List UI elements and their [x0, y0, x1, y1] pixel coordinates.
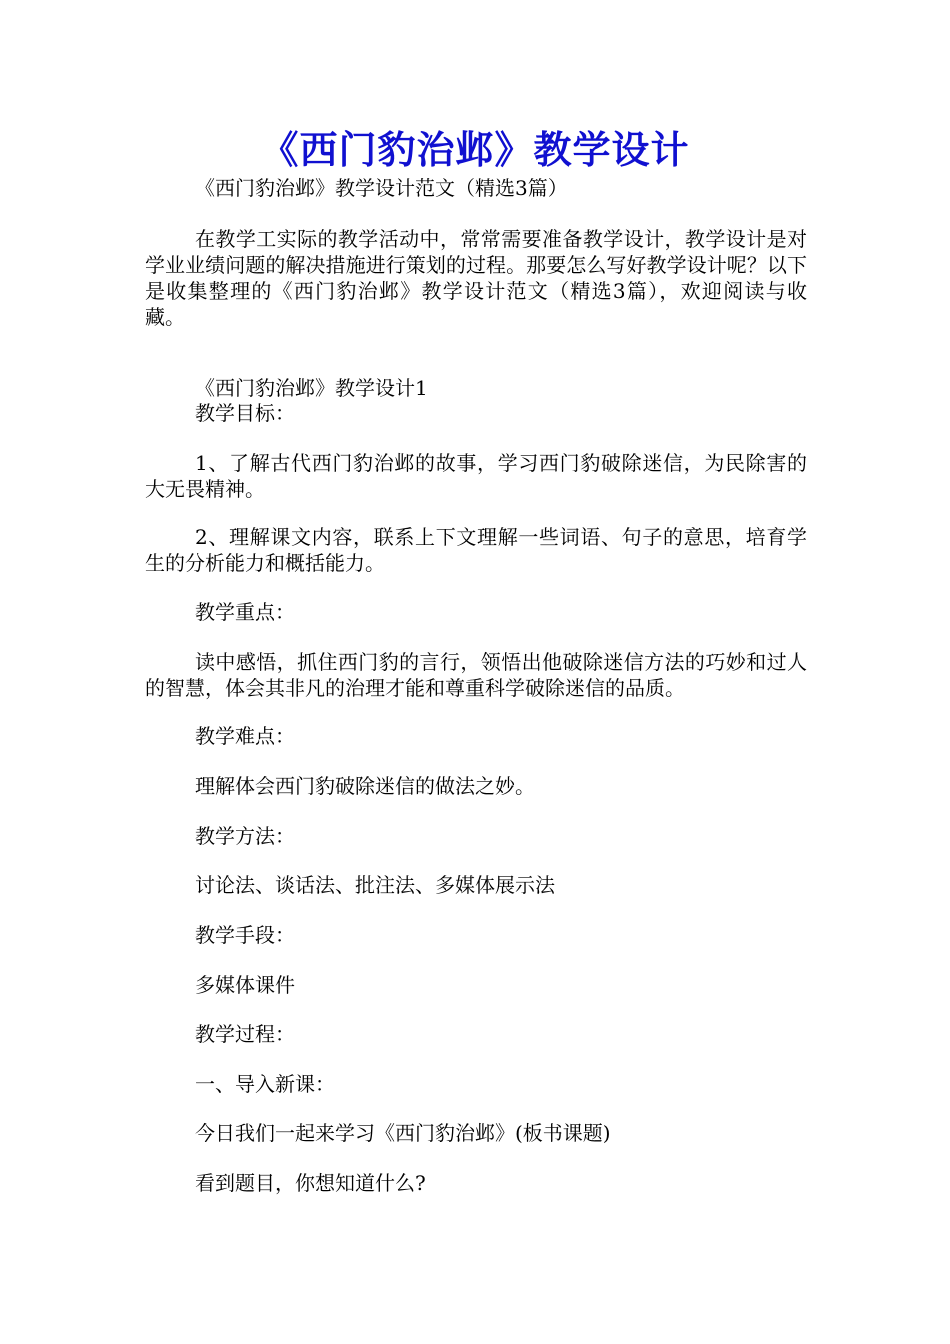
- document-title: 《西门豹治邺》教学设计: [260, 127, 690, 172]
- means-text: 多媒体课件: [195, 973, 295, 997]
- difficulty-label: 教学难点：: [195, 724, 295, 748]
- means-label: 教学手段：: [195, 923, 295, 947]
- document-subtitle: 《西门豹治邺》教学设计范文（精选3篇）: [195, 176, 568, 200]
- key-points-label: 教学重点：: [195, 600, 295, 624]
- key-points-text: 读中感悟，抓住西门豹的言行，领悟出他破除迷信方法的巧妙和过人的智慧，体会其非凡的治理才能和尊重科学破除迷信的品质。: [145, 650, 807, 700]
- step-1-label: 一、导入新课：: [195, 1072, 335, 1096]
- methods-text: 讨论法、谈话法、批注法、多媒体展示法: [195, 873, 555, 897]
- goal-item-1: 1、了解古代西门豹治邺的故事，学习西门豹破除迷信，为民除害的大无畏精神。: [145, 451, 807, 501]
- methods-label: 教学方法：: [195, 824, 295, 848]
- goal-item-2: 2、理解课文内容，联系上下文理解一些词语、句子的意思，培育学生的分析能力和概括能力。: [145, 525, 807, 575]
- section-heading: 《西门豹治邺》教学设计1: [195, 376, 428, 400]
- process-label: 教学过程：: [195, 1022, 295, 1046]
- intro-paragraph: 在教学工实际的教学活动中，常常需要准备教学设计，教学设计是对学业业绩问题的解决措施进行策划的过程。那要怎么写好教学设计呢？以下是收集整理的《西门豹治邺》教学设计范文（精选3篇），欢迎阅读与收藏。: [145, 227, 807, 329]
- goals-label: 教学目标：: [195, 401, 295, 425]
- question-text: 看到题目，你想知道什么?: [195, 1171, 426, 1195]
- step-1-text: 今日我们一起来学习《西门豹治邺》(板书课题): [195, 1121, 611, 1145]
- difficulty-text: 理解体会西门豹破除迷信的做法之妙。: [195, 774, 535, 798]
